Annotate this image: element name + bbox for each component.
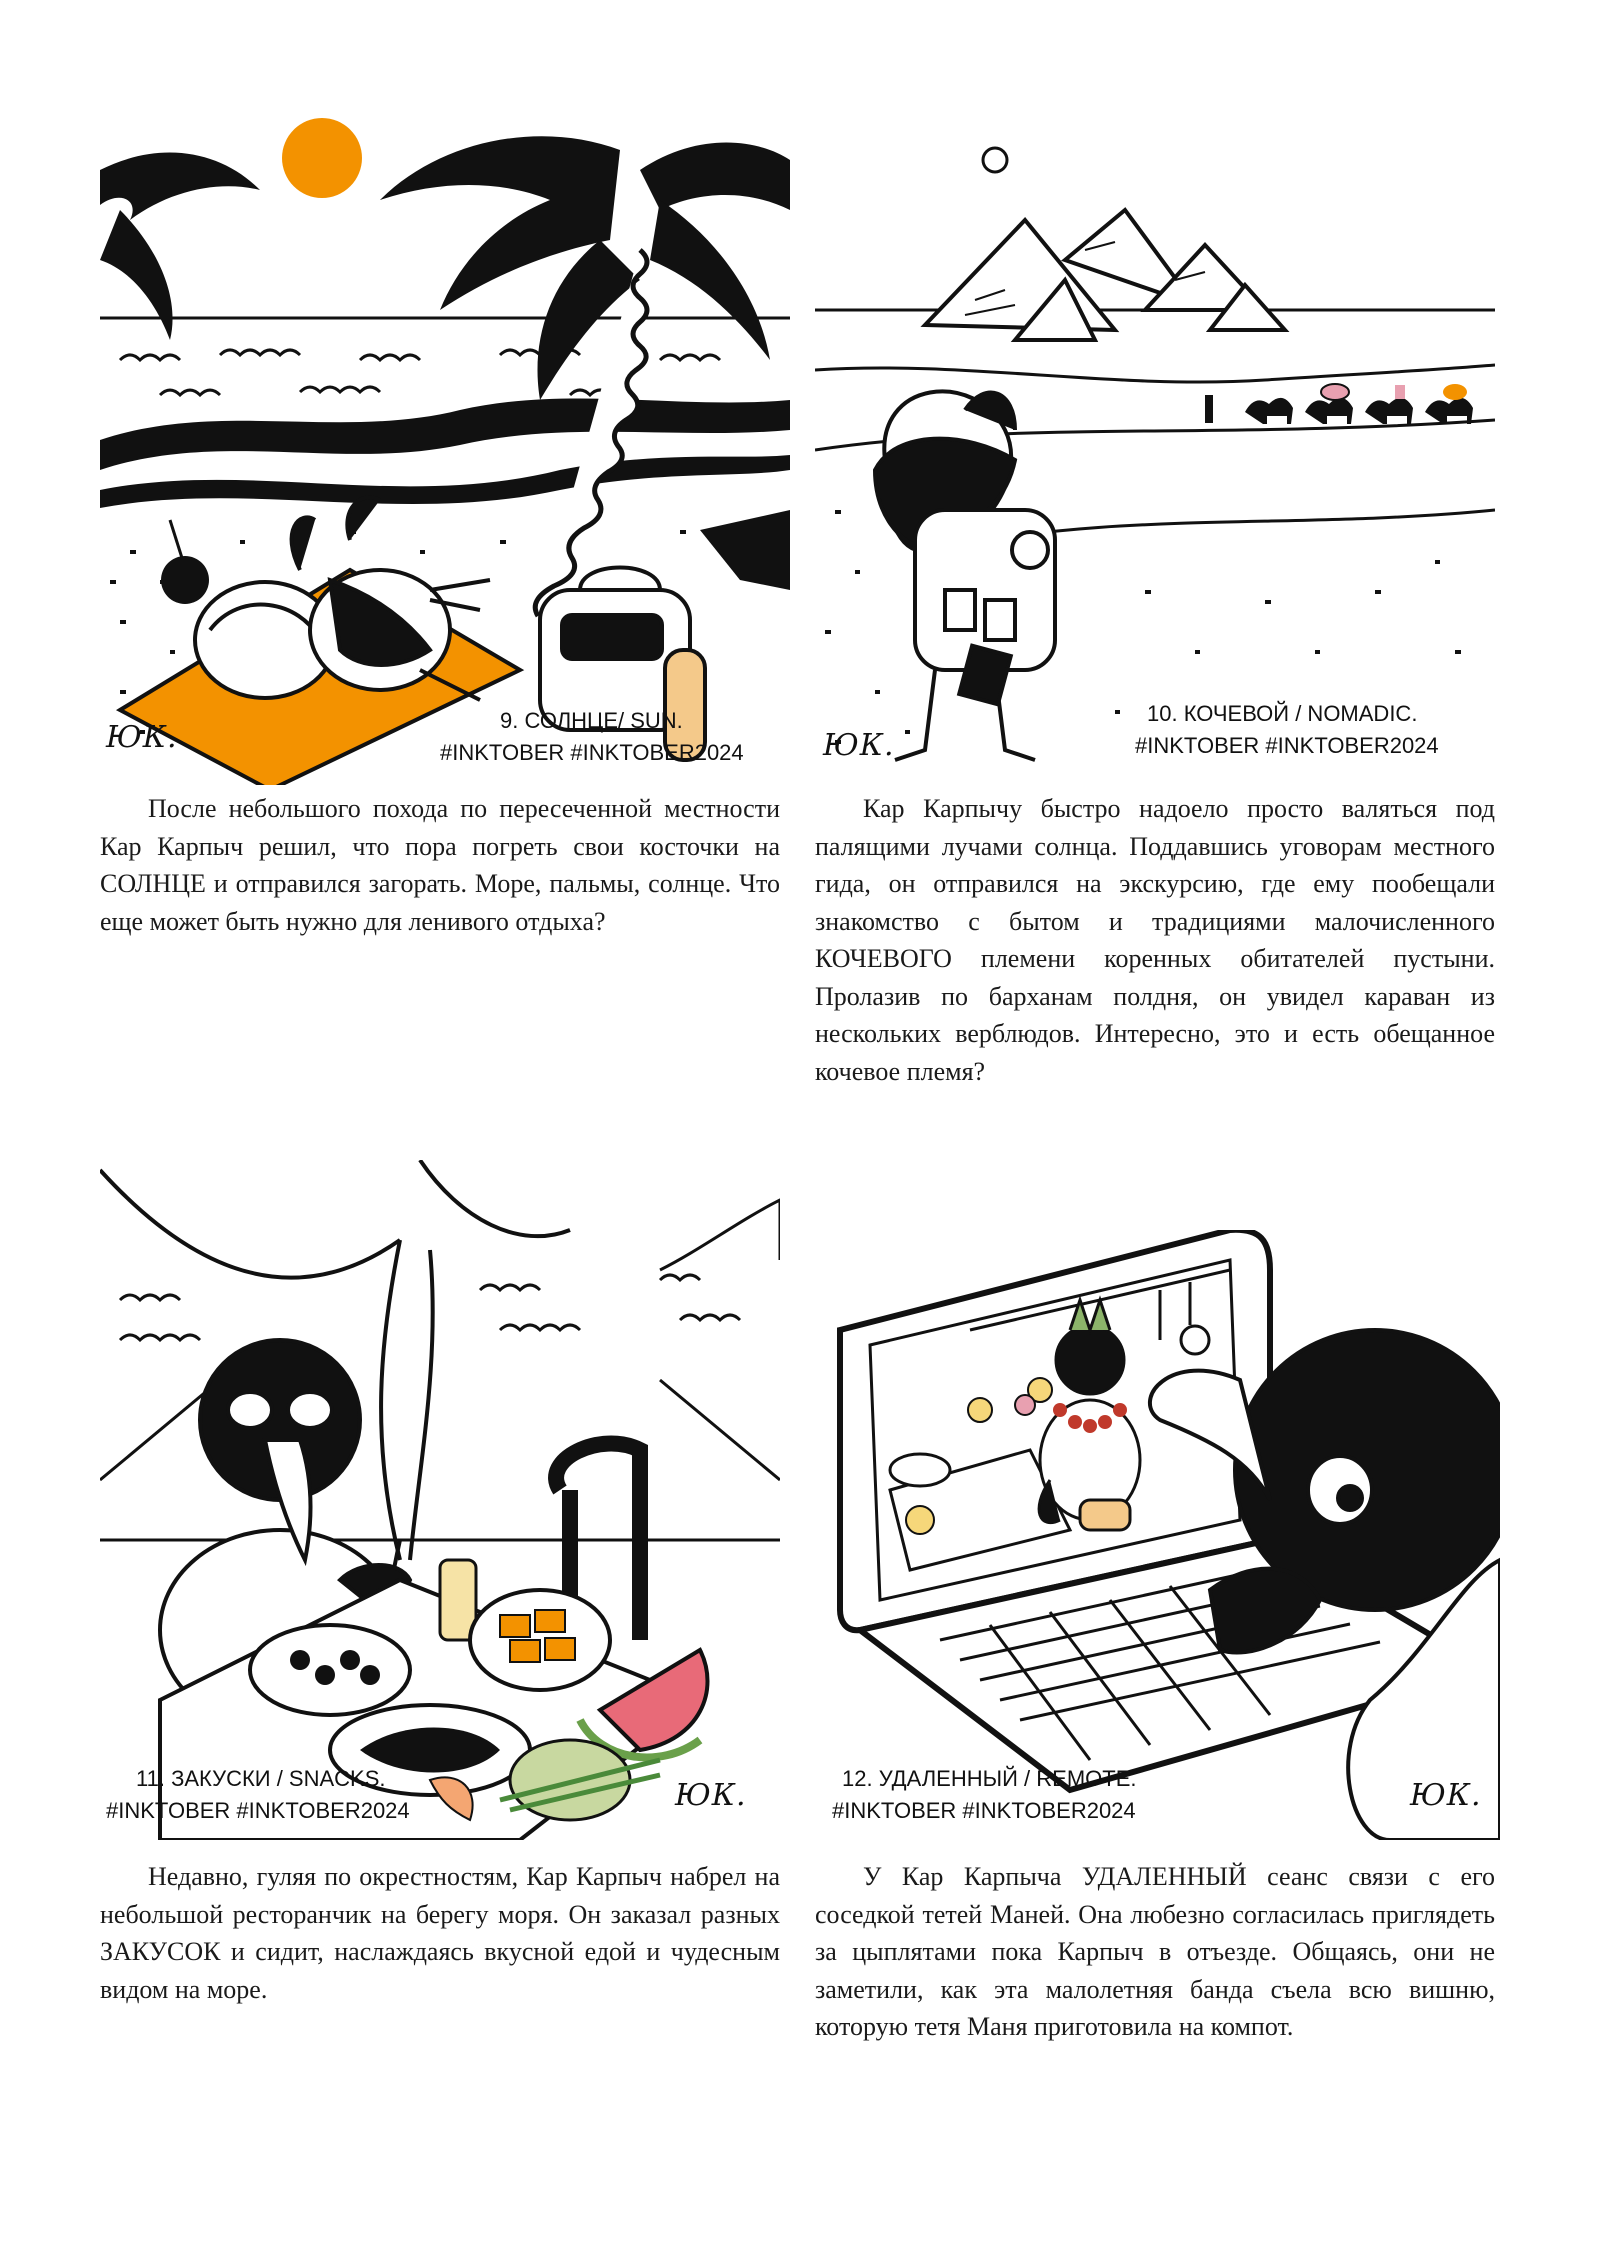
panel-caption [440, 705, 744, 769]
caption-tags: #INKTOBER #INKTOBER2024 [440, 740, 744, 765]
panel-caption [832, 1763, 1136, 1827]
sun-icon [282, 118, 362, 198]
panel-snacks [100, 1160, 780, 1840]
caption-tags: #INKTOBER #INKTOBER2024 [106, 1798, 410, 1823]
caption-title: 11. ЗАКУСКИ / SNACKS. [136, 1766, 386, 1791]
story-nomadic-text: Кар Карпычу быстро надоело просто валяться под палящими лучами солнца. Поддавшись уговорам местного гида, он отправился на экскурсию, где ему пообещали знакомство с бытом и традициями малочисленного КОЧЕВОГО племени коренных обитателей пустыни. Пролазив по барханам полдня, он увидел караван из нескольких верблюдов. Интересно, это и есть обещанное кочевое племя? [815, 794, 1495, 1086]
caption-title: 9. СОЛНЦЕ/ SUN. [500, 708, 683, 733]
restaurant-illustration [100, 1160, 780, 1840]
signature: ЮК. [675, 1778, 747, 1813]
caption-title: 12. УДАЛЕННЫЙ / REMOTE. [842, 1766, 1137, 1791]
caption-tags: #INKTOBER #INKTOBER2024 [832, 1798, 1136, 1823]
signature: ЮК. [1410, 1778, 1482, 1813]
camel-caravan [1205, 384, 1473, 424]
sun-beach-illustration [100, 110, 790, 785]
caption-title: 10. КОЧЕВОЙ / NOMADIC. [1147, 701, 1418, 726]
desert-illustration [815, 130, 1495, 780]
panel-caption [1135, 698, 1439, 762]
coconut-drink [161, 520, 209, 604]
crow-traveler [875, 391, 1055, 760]
sea-waves [120, 1275, 740, 1340]
signature: ЮК. [106, 720, 178, 755]
sun-icon [983, 148, 1007, 172]
caption-tags: #INKTOBER #INKTOBER2024 [1135, 733, 1439, 758]
panel-remote [830, 1230, 1500, 1840]
panel-sun [100, 110, 790, 785]
signature: ЮК. [823, 728, 895, 763]
story-snacks: Недавно, гуляя по окрестностям, Кар Карпыч набрел на небольшой ресторанчик на берегу моря. Он заказал разных ЗАКУСОК и сидит, наслаждаясь вкусной едой и чудесным видом на море. [100, 1862, 780, 2004]
pyramids [925, 210, 1285, 340]
panel-caption [106, 1763, 410, 1827]
laptop-illustration [830, 1230, 1500, 1840]
story-sun: После небольшого похода по пересеченной местности Кар Карпыч решил, что пора погреть свои косточки на СОЛНЦЕ и отправился загорать. Море, пальмы, солнце. Что еще может быть нужно для ленивого отдыха? [100, 794, 780, 936]
panel-nomadic [815, 130, 1495, 780]
story-remote: У Кар Карпыча УДАЛЕННЫЙ сеанс связи с его соседкой тетей Маней. Она любезно согласилась приглядеть за цыплятами пока Карпыч в отъезде. Общаясь, они не заметили, как эта малолетняя банда съела всю вишню, которую тетя Маня приготовила на компот. [815, 1862, 1495, 2041]
palm-fronds [100, 136, 790, 400]
